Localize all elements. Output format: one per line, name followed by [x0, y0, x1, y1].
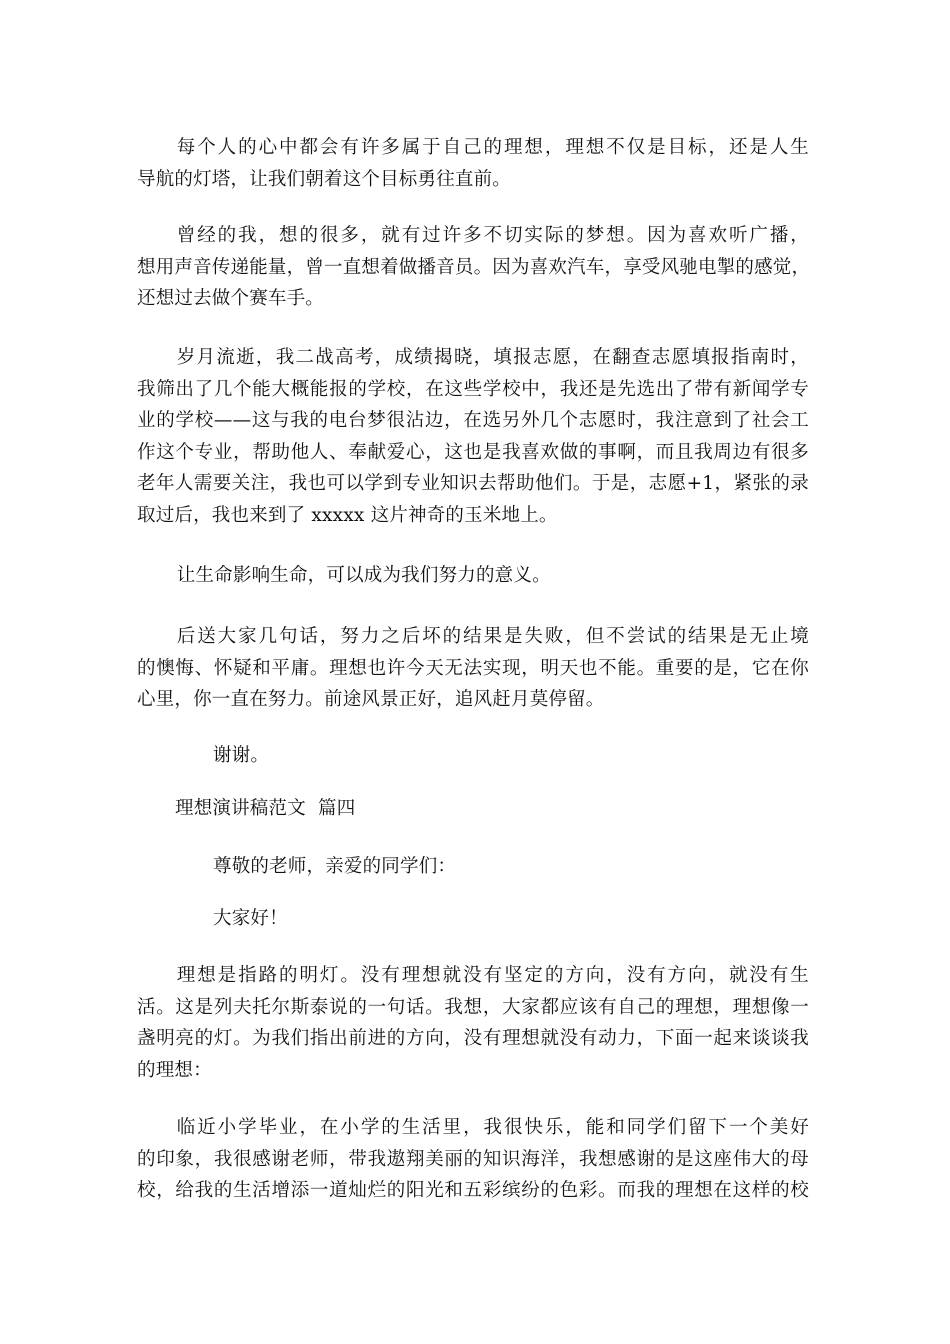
paragraph-line: 取过后，我也来到了 xxxxx 这片神奇的玉米地上。	[137, 504, 558, 526]
paragraph-line: 业的学校——这与我的电台梦很沾边，在选另外几个志愿时，我注意到了社会工	[137, 410, 809, 431]
paragraph-primary-school	[137, 1112, 809, 1207]
greeting: 大家好！	[213, 908, 288, 929]
paragraph-closing-words	[137, 621, 809, 716]
paragraph-life-meaning	[137, 560, 809, 592]
paragraph-line: 的理想：	[137, 1059, 212, 1081]
paragraph-college-choice	[137, 342, 809, 531]
paragraph-line: 理想是指路的明灯。没有理想就没有坚定的方向，没有方向，就没有生	[176, 965, 809, 986]
paragraph-line: 还想过去做个赛车手。	[137, 288, 325, 309]
paragraph-line: 的印象，我很感谢老师，带我遨翔美丽的知识海洋，我想感谢的是这座伟大的母	[137, 1148, 809, 1170]
thanks-line: 谢谢。	[213, 745, 270, 766]
paragraph-line: 曾经的我，想的很多，就有过许多不切实际的梦想。因为喜欢听广播，	[176, 225, 809, 246]
paragraph-ideal-intro	[137, 132, 809, 195]
paragraph-past-dreams	[137, 220, 809, 315]
paragraph-line: 每个人的心中都会有许多属于自己的理想，理想不仅是目标，还是人生	[176, 137, 809, 158]
paragraph-line: 岁月流逝，我二战高考，成绩揭晓，填报志愿，在翻查志愿填报指南时，	[176, 347, 809, 368]
paragraph-line: 校，给我的生活增添一道灿烂的阳光和五彩缤纷的色彩。而我的理想在这样的校	[137, 1180, 809, 1201]
paragraph-line: 活。这是列夫托尔斯泰说的一句话。我想，大家都应该有自己的理想，理想像一	[137, 996, 809, 1018]
paragraph-line: 作这个专业，帮助他人、奉献爱心，这也是我喜欢做的事啊，而且我周边有很多	[137, 441, 809, 463]
paragraph-line: 盏明亮的灯。为我们指出前进的方向，没有理想就没有动力，下面一起来谈谈我	[137, 1028, 809, 1049]
paragraph-line: 心里，你一直在努力。前途风景正好，追风赶月莫停留。	[137, 689, 605, 710]
paragraph-line: 后送大家几句话，努力之后坏的结果是失败，但不尝试的结果是无止境	[176, 626, 809, 647]
paragraph-line: 老年人需要关注，我也可以学到专业知识去帮助他们。于是，志愿+1，紧张的录	[137, 473, 809, 494]
paragraph-guiding-light	[137, 960, 809, 1086]
paragraph-line: 让生命影响生命，可以成为我们努力的意义。	[176, 565, 551, 586]
paragraph-line: 想用声音传递能量，曾一直想着做播音员。因为喜欢汽车，享受风驰电掣的感觉，	[137, 256, 811, 278]
paragraph-line: 的懊悔、怀疑和平庸。理想也许今天无法实现，明天也不能。重要的是，它在你	[137, 657, 809, 679]
section-heading: 理想演讲稿范文 篇四	[175, 798, 356, 819]
paragraph-line: 导航的灯塔，让我们朝着这个目标勇往直前。	[137, 168, 512, 190]
paragraph-line: 我筛出了几个能大概能报的学校，在这些学校中，我还是先选出了带有新闻学专	[137, 378, 809, 400]
paragraph-line: 临近小学毕业，在小学的生活里，我很快乐，能和同学们留下一个美好	[176, 1117, 809, 1138]
salutation: 尊敬的老师，亲爱的同学们：	[213, 856, 457, 877]
